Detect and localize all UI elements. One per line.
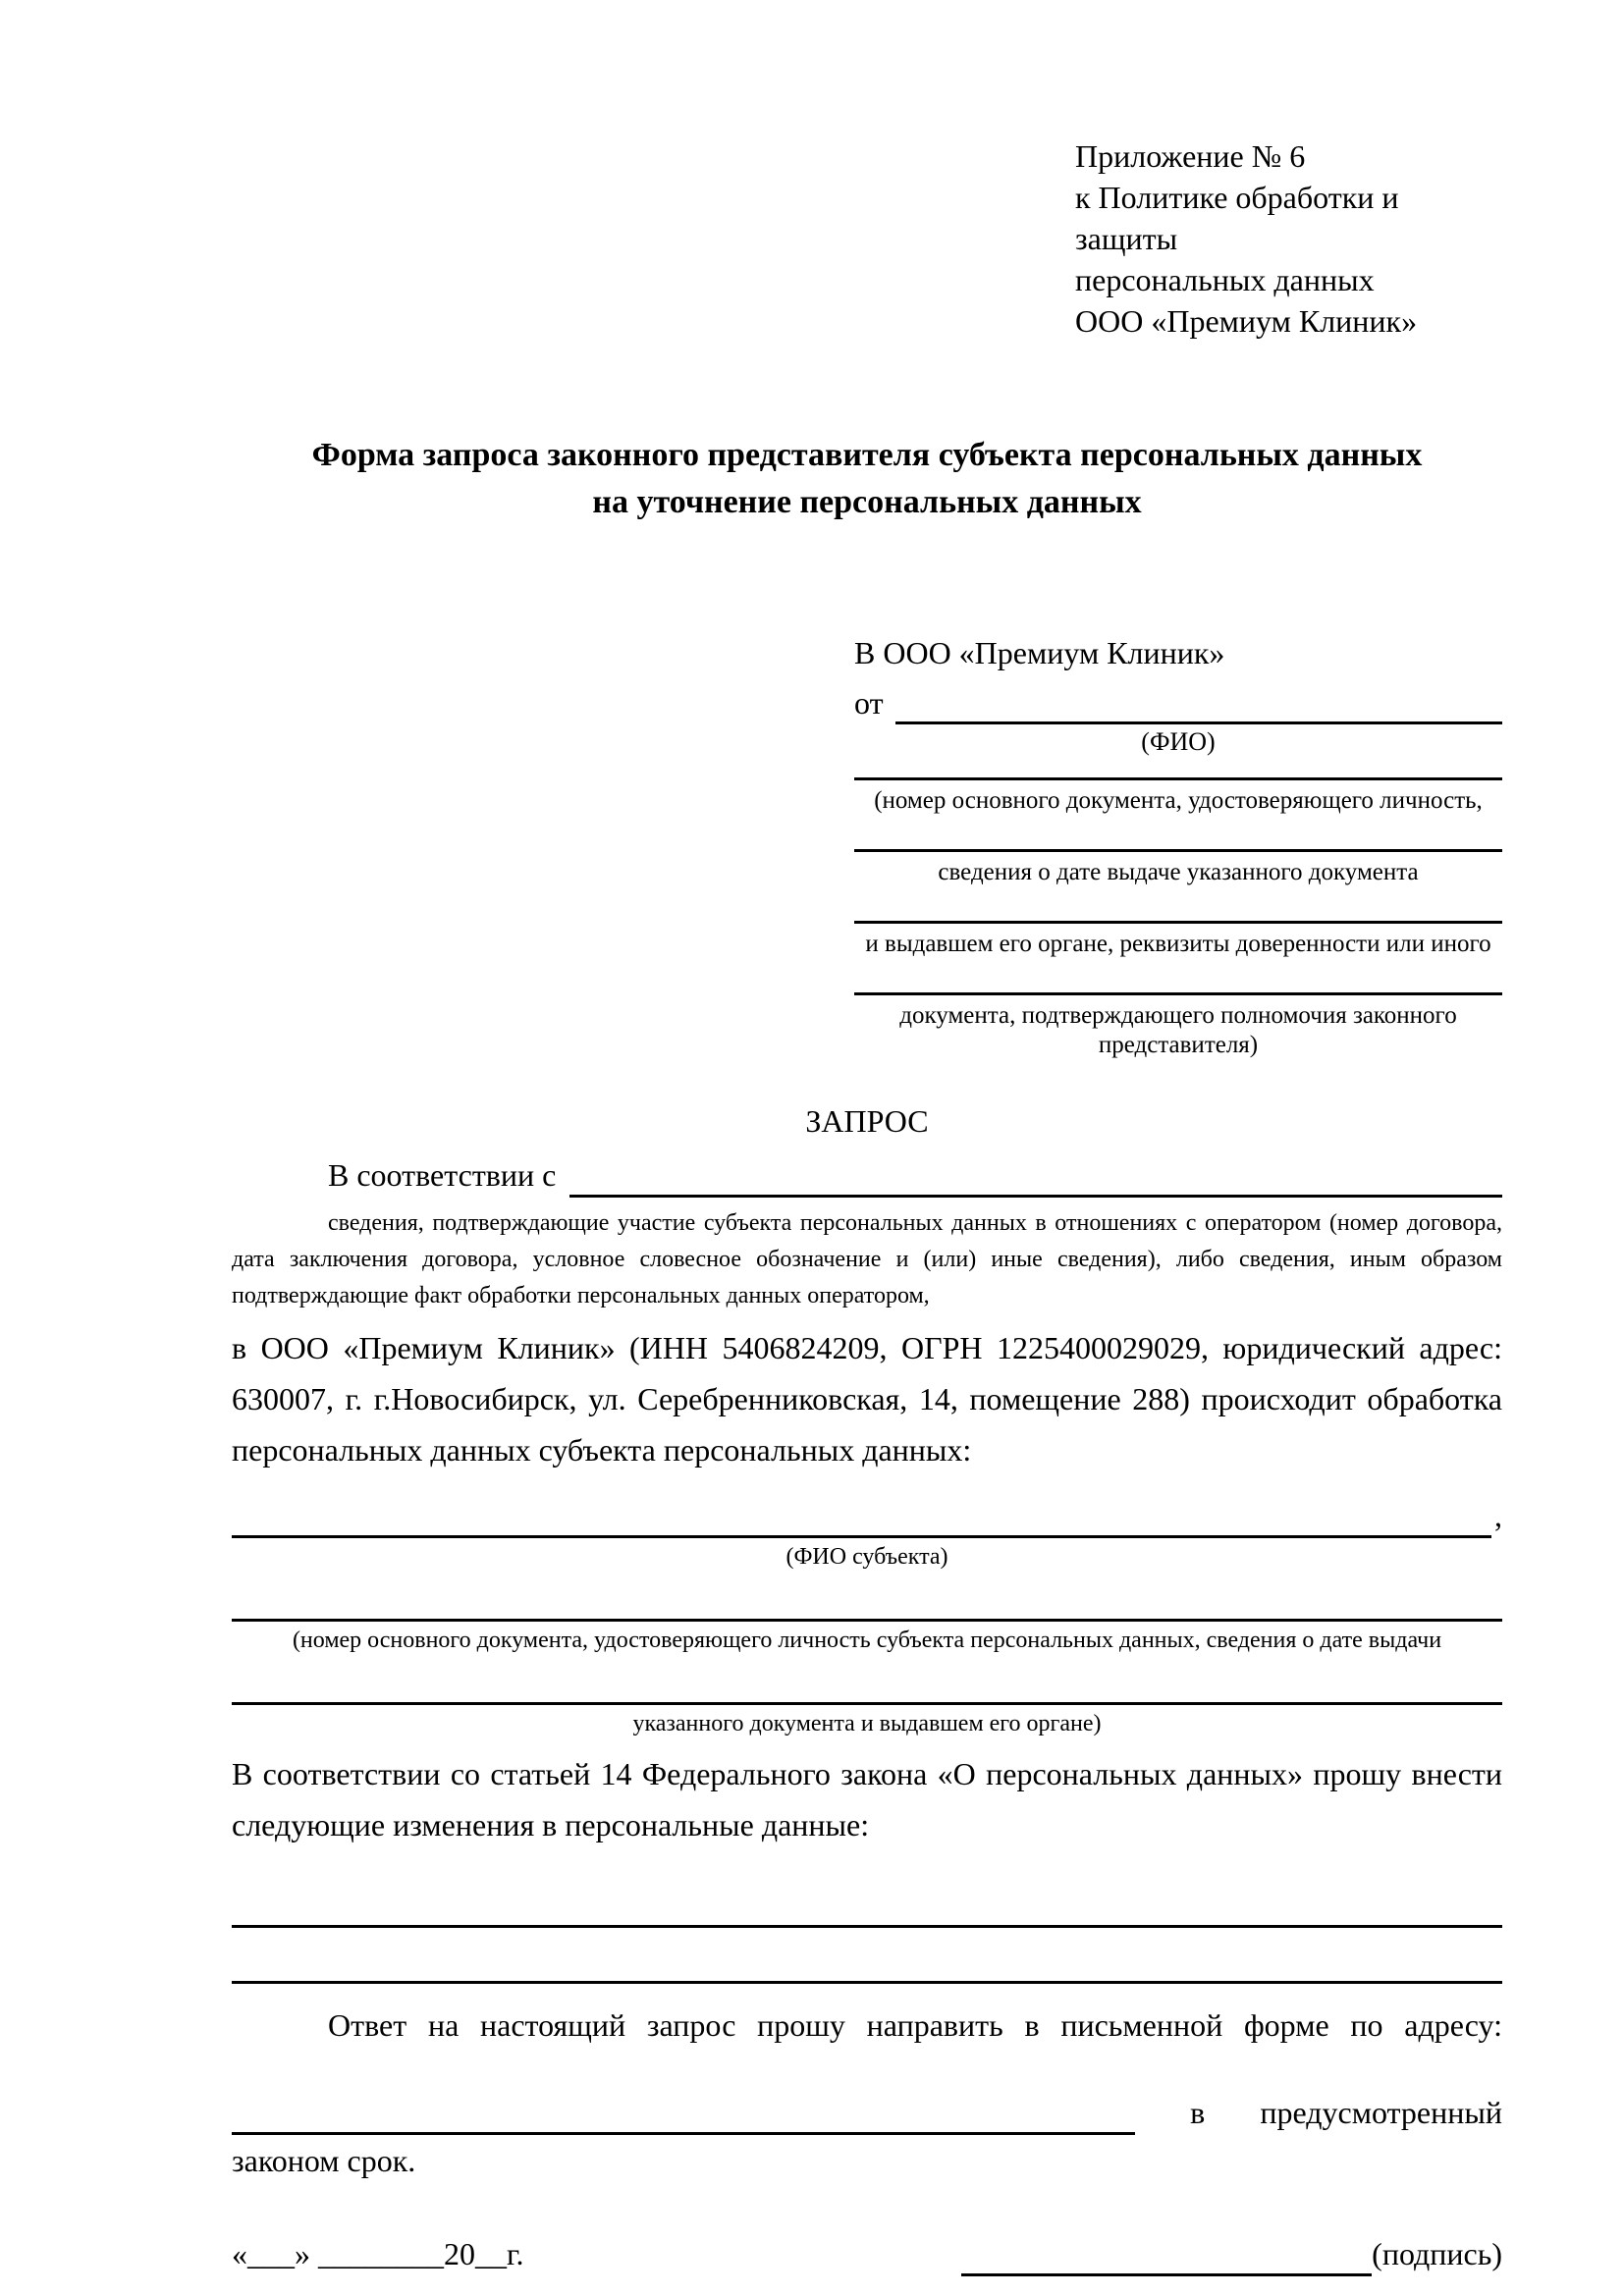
answer-word-in: в xyxy=(1190,2095,1206,2130)
representative-doc-line-1 xyxy=(854,777,1502,780)
footer-row xyxy=(232,2231,1502,2276)
addressee-block xyxy=(854,630,1502,1060)
form-title-line-2: на уточнение персональных данных xyxy=(592,484,1142,520)
answer-address-line xyxy=(232,2091,1135,2135)
representative-doc-group-1 xyxy=(854,777,1502,816)
signature-caption: (подпись) xyxy=(1372,2236,1502,2271)
subject-doc-caption-1: (номер основного документа, удостоверяющего личность субъекта персональных данных, сведения о дате выдачи xyxy=(292,1628,1442,1653)
representative-doc-caption-1: (номер основного документа, удостоверяющего личность, xyxy=(874,787,1483,814)
representative-doc-caption-2: сведения о дате выдаче указанного документа xyxy=(938,859,1419,885)
appendix-company: ООО «Премиум Клиник» xyxy=(1075,303,1418,339)
from-fill-line xyxy=(895,682,1502,724)
representative-doc-line-3 xyxy=(854,921,1502,924)
subject-fio-comma: , xyxy=(1494,1498,1502,1533)
intro-row xyxy=(232,1147,1502,1198)
appendix-policy-line: к Политике обработки и защиты xyxy=(1075,180,1399,256)
answer-line-1: Ответ на настоящий запрос прошу направить в письменной форме по адресу: xyxy=(328,2007,1502,2043)
answer-address-row xyxy=(232,2082,1502,2135)
representative-doc-line-4 xyxy=(854,992,1502,995)
appendix-header xyxy=(1075,135,1502,342)
representative-doc-caption-3: и выдавшем его органе, реквизиты доверенности или иного xyxy=(865,931,1491,957)
answer-word-provided: предусмотренный xyxy=(1260,2095,1502,2130)
subject-fio-caption: (ФИО субъекта) xyxy=(785,1544,948,1570)
representative-doc-caption-4: документа, подтверждающего полномочия законного представителя) xyxy=(899,1002,1457,1058)
representative-doc-group-3 xyxy=(854,921,1502,959)
operator-paragraph: в ООО «Премиум Клиник» (ИНН 5406824209, ОГРН 1225400029029, юридический адрес: 630007, г. г.Новосибирск, ул. Серебренниковская, 14, помещение 288) происходит обработка персональных данных субъекта персональных данных: xyxy=(232,1330,1502,1468)
intro-caption: сведения, подтверждающие участие субъекта персональных данных в отношениях с оператором (номер договора, дата заключения договора, условное словесное обозначение и (или) иные сведения), либо сведения, иным образом подтверждающие факт обработки персональных данных оператором, xyxy=(232,1210,1502,1308)
representative-doc-group-4 xyxy=(854,992,1502,1060)
signature-line xyxy=(961,2234,1372,2276)
request-heading: ЗАПРОС xyxy=(805,1103,929,1139)
representative-fio-caption: (ФИО) xyxy=(1141,727,1216,756)
answer-line-3: законом срок. xyxy=(232,2143,416,2178)
appendix-number: Приложение № 6 xyxy=(1075,138,1306,174)
subject-doc-line-1 xyxy=(232,1619,1502,1622)
changes-blank-line-1 xyxy=(232,1925,1502,1928)
representative-doc-line-2 xyxy=(854,849,1502,852)
changes-blank-line-2 xyxy=(232,1981,1502,1984)
subject-doc-caption-2: указанного документа и выдавшем его органе) xyxy=(632,1711,1102,1736)
subject-fio-line xyxy=(232,1496,1491,1538)
form-title-line-1: Форма запроса законного представителя субъекта персональных данных xyxy=(311,437,1423,473)
intro-label: В соответствии с xyxy=(328,1157,557,1193)
addressee-to: В ООО «Премиум Клиник» xyxy=(854,635,1225,670)
date-line: «___» ________20__г. xyxy=(232,2236,524,2271)
representative-doc-group-2 xyxy=(854,849,1502,887)
appendix-policy-line2: персональных данных xyxy=(1075,262,1375,297)
law-paragraph: В соответствии со статьей 14 Федерального закона «О персональных данных» прошу внести следующие изменения в персональные данные: xyxy=(232,1756,1502,1842)
intro-fill-line xyxy=(569,1155,1502,1198)
signature-block xyxy=(961,2231,1502,2276)
subject-doc-line-2 xyxy=(232,1702,1502,1705)
subject-fio-row xyxy=(232,1485,1502,1538)
form-title xyxy=(232,432,1502,526)
from-label: от xyxy=(854,685,884,721)
from-row xyxy=(854,675,1502,724)
